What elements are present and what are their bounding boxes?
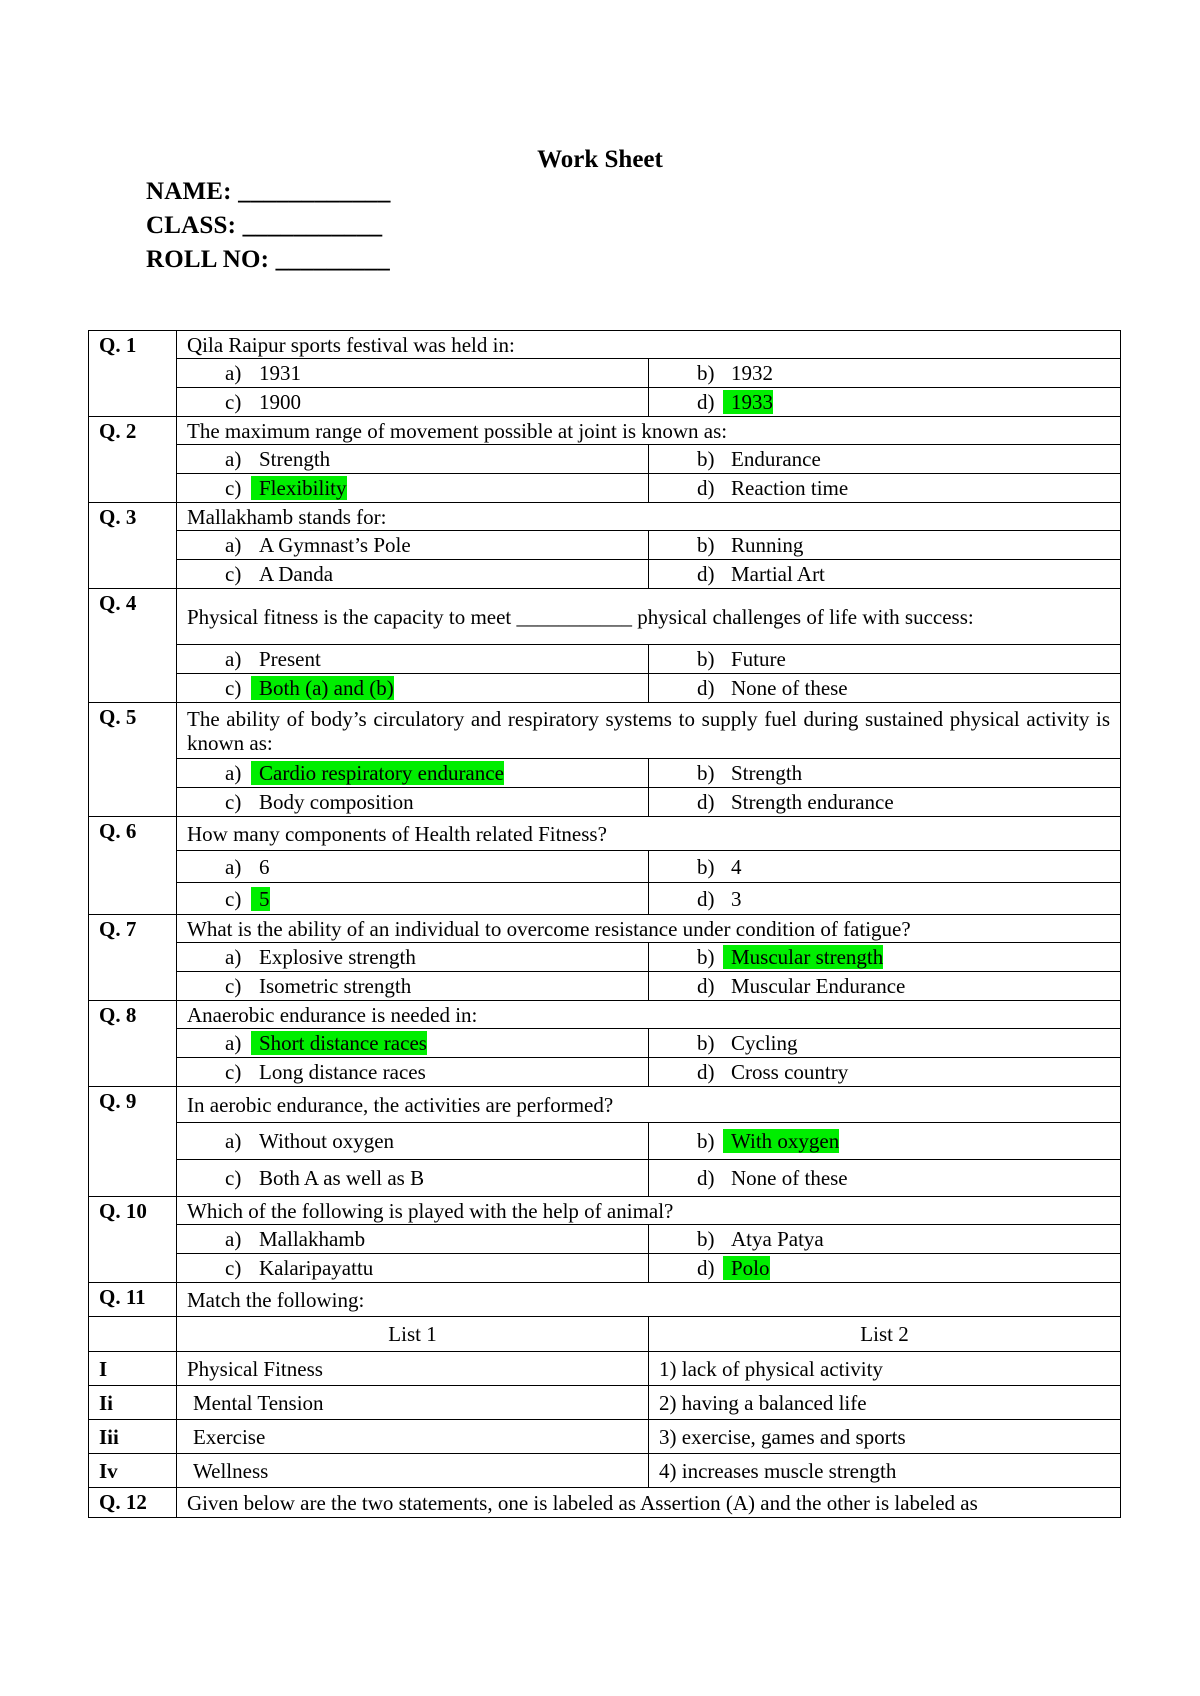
match-row xyxy=(89,1420,1121,1454)
option-text: 5 xyxy=(259,886,270,911)
option-text: Martial Art xyxy=(731,562,825,586)
option-b-content xyxy=(697,647,786,671)
worksheet-table xyxy=(88,330,1121,1518)
question-number: Q. 11 xyxy=(89,1283,177,1317)
question-text: The maximum range of movement possible at joint is known as: xyxy=(177,417,1121,445)
option-letter: a) xyxy=(225,945,242,969)
question-number: Q. 8 xyxy=(89,1001,177,1087)
option-letter: a) xyxy=(225,761,251,785)
option-text: A Gymnast’s Pole xyxy=(259,533,411,557)
option-row xyxy=(89,359,1121,388)
option-letter: d) xyxy=(697,886,715,911)
option-b[interactable] xyxy=(649,645,1121,674)
option-text: Mallakhamb xyxy=(259,1227,366,1251)
option-b[interactable] xyxy=(649,759,1121,788)
option-letter: a) xyxy=(225,1129,242,1153)
option-text: Both (a) and (b) xyxy=(259,676,394,700)
option-a[interactable] xyxy=(177,1123,649,1160)
option-letter: d) xyxy=(697,974,715,998)
option-d[interactable] xyxy=(649,972,1121,1001)
option-b[interactable] xyxy=(649,445,1121,474)
question-row xyxy=(89,703,1121,759)
option-text: Long distance races xyxy=(259,1060,426,1084)
option-d[interactable] xyxy=(649,1058,1121,1087)
question-text: Mallakhamb stands for: xyxy=(177,503,1121,531)
option-text: Flexibility xyxy=(259,476,347,500)
option-d[interactable] xyxy=(649,788,1121,817)
option-text: Explosive strength xyxy=(259,945,416,969)
option-d-content xyxy=(697,1060,848,1084)
question-text: How many components of Health related Fitness? xyxy=(177,817,1121,851)
option-text: Cardio respiratory endurance xyxy=(259,761,504,785)
option-text: With oxygen xyxy=(731,1129,840,1153)
option-d-content xyxy=(697,790,894,814)
option-row xyxy=(89,788,1121,817)
question-row xyxy=(89,331,1121,359)
option-a[interactable] xyxy=(177,759,649,788)
option-d[interactable] xyxy=(649,1160,1121,1197)
match-list2-item: 3) exercise, games and sports xyxy=(649,1420,1121,1454)
question-text: In aerobic endurance, the activities are performed? xyxy=(177,1087,1121,1123)
option-b-content xyxy=(697,1031,798,1055)
option-text: Muscular strength xyxy=(731,945,884,969)
option-d[interactable] xyxy=(649,1254,1121,1283)
option-letter: b) xyxy=(697,1227,715,1251)
match-list1-item: Exercise xyxy=(177,1420,649,1454)
option-letter: d) xyxy=(697,390,723,414)
option-row xyxy=(89,972,1121,1001)
match-blank-cell xyxy=(89,1317,177,1352)
option-c-content xyxy=(225,562,333,586)
option-row xyxy=(89,1058,1121,1087)
option-c-content xyxy=(225,1060,426,1084)
option-letter: c) xyxy=(225,476,251,500)
option-c[interactable] xyxy=(177,674,649,703)
question-text: Anaerobic endurance is needed in: xyxy=(177,1001,1121,1029)
question-number: Q. 3 xyxy=(89,503,177,589)
question-row xyxy=(89,589,1121,645)
option-letter: c) xyxy=(225,790,242,814)
option-text: None of these xyxy=(731,1166,848,1190)
option-text: None of these xyxy=(731,676,848,700)
option-text: Strength xyxy=(731,761,803,785)
match-list1-item: Wellness xyxy=(177,1454,649,1488)
option-c[interactable] xyxy=(177,883,649,915)
option-row xyxy=(89,943,1121,972)
option-b[interactable] xyxy=(649,359,1121,388)
option-b-content xyxy=(697,855,742,879)
option-d[interactable] xyxy=(649,560,1121,589)
match-list2-item: 1) lack of physical activity xyxy=(649,1352,1121,1386)
option-c[interactable] xyxy=(177,388,649,417)
question-text: Given below are the two statements, one is labeled as Assertion (A) and the other is labeled as xyxy=(177,1488,1121,1518)
option-b[interactable] xyxy=(649,1225,1121,1254)
option-a[interactable] xyxy=(177,645,649,674)
option-c[interactable] xyxy=(177,560,649,589)
option-d[interactable] xyxy=(649,883,1121,915)
option-text: Short distance races xyxy=(259,1031,427,1055)
option-c-content xyxy=(225,790,414,814)
question-text: Match the following: xyxy=(177,1283,1121,1317)
option-b-content xyxy=(697,447,821,471)
option-text: 4 xyxy=(731,854,742,879)
match-row-number: Ii xyxy=(89,1386,177,1420)
option-row xyxy=(89,445,1121,474)
option-text: Both A as well as B xyxy=(259,1166,425,1190)
option-row xyxy=(89,851,1121,883)
option-letter: a) xyxy=(225,854,242,879)
option-letter: d) xyxy=(697,676,715,700)
answer-highlight xyxy=(723,1129,839,1153)
question-row xyxy=(89,417,1121,445)
question-number: Q. 6 xyxy=(89,817,177,915)
option-a[interactable] xyxy=(177,1029,649,1058)
option-text: 6 xyxy=(259,854,270,879)
option-row xyxy=(89,645,1121,674)
question-text: What is the ability of an individual to overcome resistance under condition of fatigue? xyxy=(177,915,1121,943)
option-d[interactable] xyxy=(649,474,1121,503)
option-row xyxy=(89,474,1121,503)
list2-header: List 2 xyxy=(649,1317,1121,1352)
list1-header: List 1 xyxy=(177,1317,649,1352)
option-row xyxy=(89,1123,1121,1160)
answer-highlight xyxy=(251,476,347,500)
match-header-row xyxy=(89,1317,1121,1352)
option-letter: a) xyxy=(225,361,242,385)
question-number: Q. 10 xyxy=(89,1197,177,1283)
option-letter: b) xyxy=(697,945,723,969)
option-a[interactable] xyxy=(177,943,649,972)
match-list2-item: 2) having a balanced life xyxy=(649,1386,1121,1420)
option-b-content xyxy=(697,533,803,557)
question-row xyxy=(89,915,1121,943)
option-text: Kalaripayattu xyxy=(259,1256,374,1280)
question-number: Q. 2 xyxy=(89,417,177,503)
option-row xyxy=(89,883,1121,915)
option-letter: c) xyxy=(225,562,242,586)
roll-no-field[interactable]: ROLL NO: _________ xyxy=(146,246,390,273)
option-letter: c) xyxy=(225,390,242,414)
answer-highlight xyxy=(723,1256,770,1280)
option-a[interactable] xyxy=(177,531,649,560)
option-c-content xyxy=(225,390,301,414)
option-c-content xyxy=(225,1256,373,1280)
option-row xyxy=(89,759,1121,788)
option-b[interactable] xyxy=(649,1029,1121,1058)
option-letter: d) xyxy=(697,476,715,500)
option-row xyxy=(89,388,1121,417)
question-text: The ability of body’s circulatory and respiratory systems to supply fuel during sustained physical activity is known as: xyxy=(177,703,1121,759)
option-d-content xyxy=(697,1166,848,1190)
question-text: Which of the following is played with the help of animal? xyxy=(177,1197,1121,1225)
answer-highlight xyxy=(251,761,504,785)
question-number: Q. 7 xyxy=(89,915,177,1001)
option-a-content xyxy=(225,945,416,969)
option-a-content xyxy=(225,1227,365,1251)
option-d-content xyxy=(697,562,825,586)
option-text: Reaction time xyxy=(731,476,849,500)
option-d[interactable] xyxy=(649,674,1121,703)
option-text: Atya Patya xyxy=(731,1227,824,1251)
option-letter: a) xyxy=(225,447,242,471)
option-letter: a) xyxy=(225,533,242,557)
option-text: Running xyxy=(731,533,804,557)
option-letter: b) xyxy=(697,647,715,671)
option-letter: d) xyxy=(697,790,715,814)
option-text: 1933 xyxy=(731,390,773,414)
option-letter: a) xyxy=(225,1031,251,1055)
option-c-content xyxy=(225,974,411,998)
option-letter: c) xyxy=(225,974,242,998)
page-title: Work Sheet xyxy=(537,146,663,173)
option-letter: c) xyxy=(225,676,251,700)
option-b-content xyxy=(697,761,802,785)
option-row xyxy=(89,1225,1121,1254)
match-row xyxy=(89,1352,1121,1386)
option-row xyxy=(89,531,1121,560)
option-text: 1931 xyxy=(259,361,301,385)
option-letter: b) xyxy=(697,854,715,879)
option-text: Cross country xyxy=(731,1060,849,1084)
option-letter: b) xyxy=(697,761,715,785)
option-letter: c) xyxy=(225,1060,242,1084)
question-number: Q. 9 xyxy=(89,1087,177,1197)
option-text: Polo xyxy=(731,1256,770,1280)
match-row xyxy=(89,1454,1121,1488)
question-row xyxy=(89,1001,1121,1029)
option-b-content xyxy=(697,361,773,385)
option-letter: d) xyxy=(697,1256,723,1280)
question-row xyxy=(89,503,1121,531)
option-a-content xyxy=(225,533,411,557)
option-c[interactable] xyxy=(177,972,649,1001)
option-text: 3 xyxy=(731,886,742,911)
match-row-number: I xyxy=(89,1352,177,1386)
option-b[interactable] xyxy=(649,943,1121,972)
option-a-content xyxy=(225,447,330,471)
option-a[interactable] xyxy=(177,445,649,474)
match-list1-item: Physical Fitness xyxy=(177,1352,649,1386)
option-letter: d) xyxy=(697,1166,715,1190)
question-row xyxy=(89,1283,1121,1317)
option-text: Body composition xyxy=(259,790,414,814)
option-d-content xyxy=(697,476,848,500)
class-field[interactable]: CLASS: ___________ xyxy=(146,212,383,239)
option-b[interactable] xyxy=(649,531,1121,560)
option-c[interactable] xyxy=(177,474,649,503)
option-b-content xyxy=(697,1227,824,1251)
option-c[interactable] xyxy=(177,788,649,817)
option-a[interactable] xyxy=(177,359,649,388)
answer-highlight xyxy=(723,390,773,414)
answer-highlight xyxy=(251,676,394,700)
option-row xyxy=(89,1160,1121,1197)
match-row-number: Iii xyxy=(89,1420,177,1454)
option-text: Cycling xyxy=(731,1031,798,1055)
answer-highlight xyxy=(723,945,883,969)
option-a-content xyxy=(225,647,321,671)
option-text: Muscular Endurance xyxy=(731,974,906,998)
question-number: Q. 12 xyxy=(89,1488,177,1518)
option-letter: a) xyxy=(225,647,242,671)
option-letter: d) xyxy=(697,1060,715,1084)
option-d-content xyxy=(697,676,848,700)
option-letter: d) xyxy=(697,562,715,586)
option-row xyxy=(89,1029,1121,1058)
option-b[interactable] xyxy=(649,1123,1121,1160)
option-letter: b) xyxy=(697,1031,715,1055)
option-text: Present xyxy=(259,647,321,671)
question-number: Q. 1 xyxy=(89,331,177,417)
option-text: Without oxygen xyxy=(259,1129,395,1153)
match-row-number: Iv xyxy=(89,1454,177,1488)
option-text: 1900 xyxy=(259,390,301,414)
option-b[interactable] xyxy=(649,851,1121,883)
option-text: Endurance xyxy=(731,447,821,471)
answer-highlight xyxy=(251,1031,427,1055)
option-letter: b) xyxy=(697,447,715,471)
question-text: Physical fitness is the capacity to meet ___________ physical challenges of life with success: xyxy=(177,589,1121,645)
option-a-content xyxy=(225,361,301,385)
name-field[interactable]: NAME: ____________ xyxy=(146,178,391,205)
option-letter: c) xyxy=(225,887,251,911)
option-c[interactable] xyxy=(177,1160,649,1197)
option-text: Isometric strength xyxy=(259,974,412,998)
option-row xyxy=(89,1254,1121,1283)
question-number: Q. 5 xyxy=(89,703,177,817)
option-text: A Danda xyxy=(259,562,334,586)
option-d-content xyxy=(697,887,742,911)
option-a-content xyxy=(225,855,270,879)
option-text: Future xyxy=(731,647,786,671)
option-c[interactable] xyxy=(177,1254,649,1283)
answer-highlight xyxy=(251,887,270,911)
option-letter: a) xyxy=(225,1227,242,1251)
option-row xyxy=(89,674,1121,703)
option-d[interactable] xyxy=(649,388,1121,417)
option-a[interactable] xyxy=(177,851,649,883)
question-text: Qila Raipur sports festival was held in: xyxy=(177,331,1121,359)
option-text: Strength xyxy=(259,447,331,471)
option-text: 1932 xyxy=(731,361,773,385)
option-letter: c) xyxy=(225,1166,242,1190)
option-letter: c) xyxy=(225,1256,242,1280)
question-row xyxy=(89,1488,1121,1518)
option-a[interactable] xyxy=(177,1225,649,1254)
option-row xyxy=(89,560,1121,589)
option-c-content xyxy=(225,1166,424,1190)
option-a-content xyxy=(225,1129,394,1153)
question-row xyxy=(89,817,1121,851)
question-row xyxy=(89,1197,1121,1225)
question-row xyxy=(89,1087,1121,1123)
option-letter: b) xyxy=(697,361,715,385)
option-letter: b) xyxy=(697,533,715,557)
option-text: Strength endurance xyxy=(731,790,894,814)
question-number: Q. 4 xyxy=(89,589,177,703)
option-c[interactable] xyxy=(177,1058,649,1087)
option-d-content xyxy=(697,974,905,998)
match-row xyxy=(89,1386,1121,1420)
option-letter: b) xyxy=(697,1129,723,1153)
match-list2-item: 4) increases muscle strength xyxy=(649,1454,1121,1488)
match-list1-item: Mental Tension xyxy=(177,1386,649,1420)
